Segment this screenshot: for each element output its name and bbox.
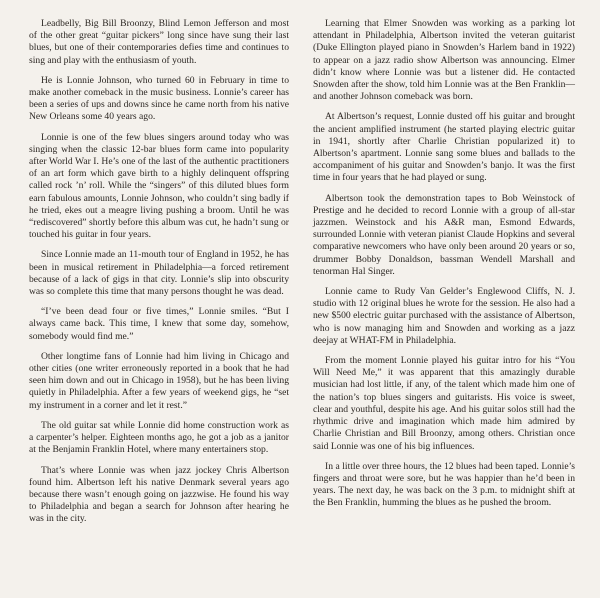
paragraph: Albertson took the demonstration tapes to Bob Weinstock of Prestige and he decided to record Lonnie with a group of all-star jazzmen. Weinstock and his A&R man, Esmond Edwards, surrounded Lonnie with veteran pianist Claude Hopkins and several comparative newcomers who have only been around 20 years or so, drummer Bobby Donaldson, bassman Wendell Marshall and tenorman Hal Singer. (313, 192, 575, 277)
paragraph: Lonnie is one of the few blues singers around today who was singing when the classic 12-bar blues form came into popularity after World War I. He’s one of the last of the authentic practitioners of an art form which gave birth to a highly delinquent offspring called rock ’n’ roll. While the “singers” of this diluted blues form earn fabulous amounts, Lonnie Johnson, who couldn’t sing badly if he tried, ekes out a meagre living pushing a broom. Until he was “rediscovered” shortly before this album was cut, he hadn’t sung or touched his guitar in four years. (29, 131, 289, 241)
paragraph: From the moment Lonnie played his guitar intro for his “You Will Need Me,” it was apparent that this amazingly durable musician had lost little, if any, of the talent which made him one of the nation’s top blues singers and guitarists. His voice is sweet, clear and youthful, despite his age. And his guitar solos still had the rhythmic drive and imagination which made him admired by Charlie Christian and Bill Broonzy, among others. Christian once said Lonnie was one of his big influences. (313, 355, 575, 452)
paragraph: In a little over three hours, the 12 blues had been taped. Lonnie’s fingers and throat were sore, but he was happier than he’d been in years. The next day, he was back on the 3 p.m. to midnight shift at the Ben Franklin, humming the blues as he pushed the broom. (313, 460, 575, 509)
paragraph: Since Lonnie made an 11-mouth tour of England in 1952, he has been in musical retirement in Philadelphia—a forced retirement because of a lack of gigs in that city. Lonnie’s slip into obscurity was so complete this time that many persons thought he was dead. (29, 249, 289, 298)
paragraph: Other longtime fans of Lonnie had him living in Chicago and other cities (one writer erroneously reported in a book that he had seen him down and out in Chicago in 1958), but he has been living quietly in Philadelphia. After a few years of weekend gigs, he “set my instrument in a corner and let it rest.” (29, 350, 289, 411)
paragraph: The old guitar sat while Lonnie did home construction work as a carpenter’s helper. Eighteen months ago, he got a job as a janitor at the Benjamin Franklin Hotel, where many entertainers stop. (29, 419, 289, 456)
left-text-column (29, 18, 289, 534)
paragraph: He is Lonnie Johnson, who turned 60 in February in time to make another comeback in the music business. Lonnie’s career has been a series of ups and downs since he came north from his native New Orleans some 40 years ago. (29, 74, 289, 123)
right-text-column (313, 18, 575, 518)
paragraph: “I’ve been dead four or five times,” Lonnie smiles. “But I always came back. This time, I knew that some day, somehow, somebody would find me.” (29, 306, 289, 342)
paragraph: Lonnie came to Rudy Van Gelder’s Englewood Cliffs, N. J. studio with 12 original blues he wrote for the session. He also had a new $500 electric guitar purchased with the assistance of Albertson, who is now managing him and Snowden and working as a jazz deejay at WHAT-FM in Philadelphia. (313, 286, 575, 346)
paragraph: Learning that Elmer Snowden was working as a parking lot attendant in Philadelphia, Albertson invited the veteran guitarist (Duke Ellington played piano in Snowden’s Harlem band in 1922) to appear on a jazz radio show Albertson was announcing. Elmer didn’t know where Lonnie was but a listener did. He contacted Snowden after the show, told him Lonnie was at the Ben Franklin—and another Johnson comeback was born. (313, 18, 575, 103)
paragraph: At Albertson’s request, Lonnie dusted off his guitar and brought the ancient amplified instrument (he started playing electric guitar in 1941, shortly after Charlie Christian popularized it) to Albertson’s apartment. Lonnie sang some blues and ballads to the accompaniment of his guitar and Snowden’s banjo. It was the first time in four years that he had played or sung. (313, 111, 575, 184)
paragraph: Leadbelly, Big Bill Broonzy, Blind Lemon Jefferson and most of the other great “guitar pickers” long since have sung their last blues, but one of their contemporaries defies time and continues to sing and play with the enthusiasm of youth. (29, 18, 289, 66)
paragraph: That’s where Lonnie was when jazz jockey Chris Albertson found him. Albertson left his native Denmark several years ago because there wasn’t enough going on jazzwise. He found his way to Philadelphia and began a search for Johnson after hearing he was in the city. (29, 464, 289, 525)
